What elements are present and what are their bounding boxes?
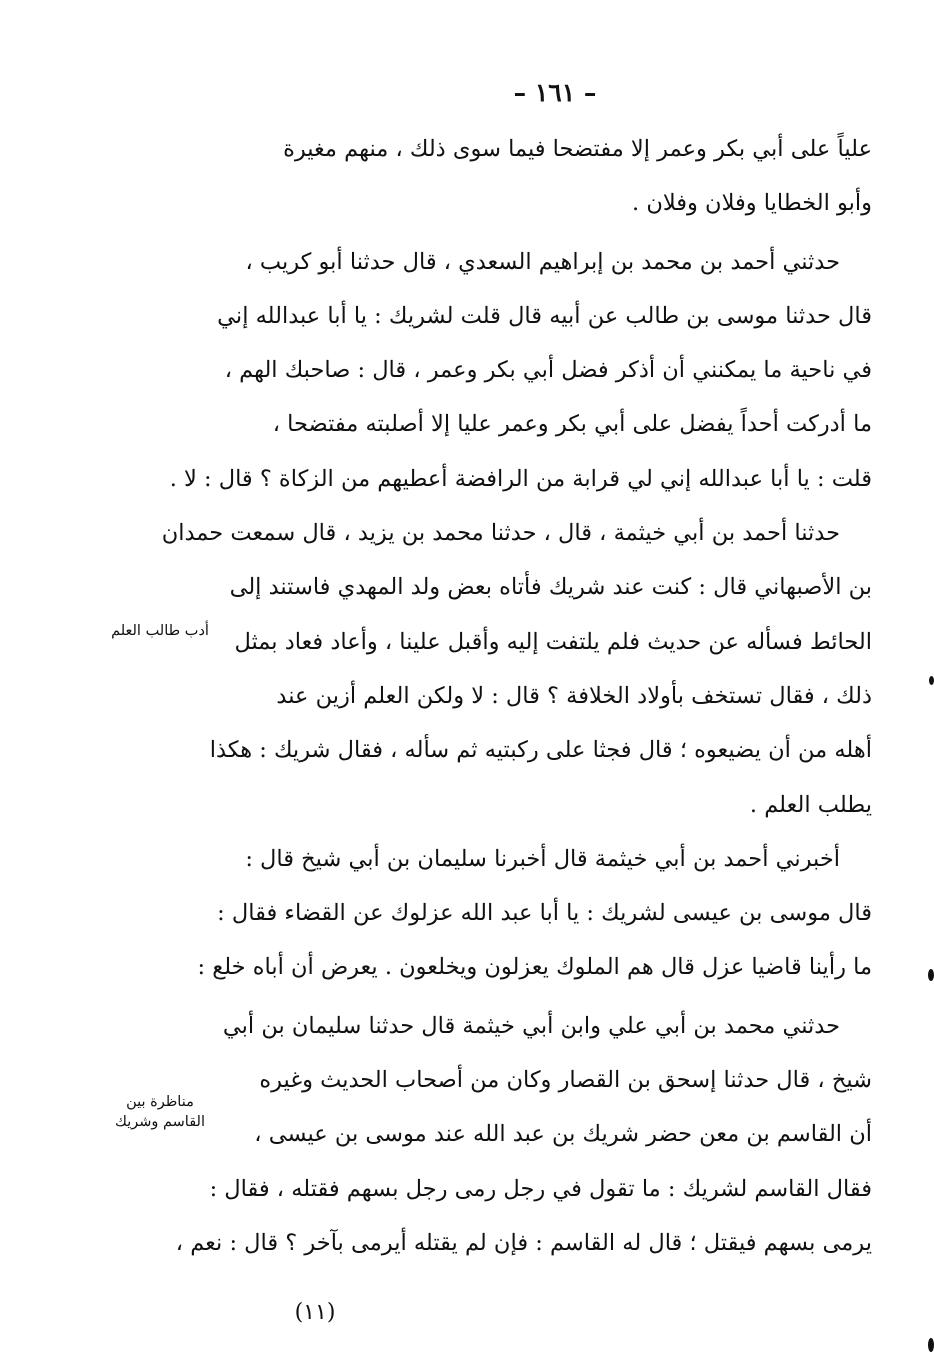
scan-edge-mark [929,676,934,685]
text-line: شيخ ، قال حدثنا إسحق بن القصار وكان من أصحاب الحديث وغيره [259,1067,872,1094]
text-line: حدثني أحمد بن محمد بن إبراهيم السعدي ، قال حدثنا أبو كريب ، [245,248,840,275]
text-line: يرمى بسهم فيقتل ؛ قال له القاسم : فإن لم يقتله أيرمى بآخر ؟ قال : نعم ، [175,1229,872,1256]
text-line: فقال القاسم لشريك : ما تقول في رجل رمى رجل بسهم فقتله ، فقال : [209,1175,872,1202]
text-line: ما أدركت أحداً يفضل على أبي بكر وعمر عليا إلا أصلبته مفتضحا ، [272,411,872,438]
text-line: قلت : يا أبا عبدالله إني لي قرابة من الرافضة أعطيهم من الزكاة ؟ قال : لا . [169,465,872,492]
margin-note: مناظرة بين القاسم وشريك [114,1094,206,1130]
page-number: – ١٦١ – [513,78,597,107]
body-text [161,122,872,1270]
text-line: قال موسى بن عيسى لشريك : يا أبا عبد الله عزلوك عن القضاء فقال : [217,900,872,927]
scan-edge-mark [928,1338,934,1352]
text-line: بن الأصبهاني قال : كنت عند شريك فأتاه بعض ولد المهدي فاستند إلى [229,574,872,601]
text-line: قال حدثنا موسى بن طالب عن أبيه قال قلت لشريك : يا أبا عبدالله إني [217,302,872,329]
text-line: يطلب العلم . [749,791,872,818]
text-line: ما رأينا قاضيا عزل قال هم الملوك يعزلون ويخلعون . يعرض أن أباه خلع : [197,954,872,981]
margin-note: أدب طالب العلم [111,623,209,639]
text-line: ذلك ، فقال تستخف بأولاد الخلافة ؟ قال : لا ولكن العلم أزين عند [276,682,872,709]
signature-mark: (١١) [294,1300,336,1325]
scan-edge-mark [928,969,934,981]
text-line: في ناحية ما يمكنني أن أذكر فضل أبي بكر وعمر ، قال : صاحبك الهم ، [224,357,872,384]
text-line: وأبو الخطايا وفلان وفلان . [632,190,872,217]
text-line: أن القاسم بن معن حضر شريك بن عبد الله عند موسى بن عيسى ، [254,1121,872,1148]
text-line: أهله من أن يضيعوه ؛ قال فجثا على ركبتيه ثم سأله ، فقال شريك : هكذا [209,737,872,764]
text-line: الحائط فسأله عن حديث فلم يلتفت إليه وأقبل علينا ، وأعاد فعاد بمثل [234,628,872,655]
text-line: علياً على أبي بكر وعمر إلا مفتضحا فيما سوى ذلك ، منهم مغيرة [283,136,872,162]
text-line: أخبرني أحمد بن أبي خيثمة قال أخبرنا سليمان بن أبي شيخ قال : [245,845,840,872]
text-line: حدثنا أحمد بن أبي خيثمة ، قال ، حدثنا محمد بن يزيد ، قال سمعت حمدان [161,520,840,547]
text-line: حدثني محمد بن أبي علي وابن أبي خيثمة قال حدثنا سليمان بن أبي [222,1012,840,1039]
